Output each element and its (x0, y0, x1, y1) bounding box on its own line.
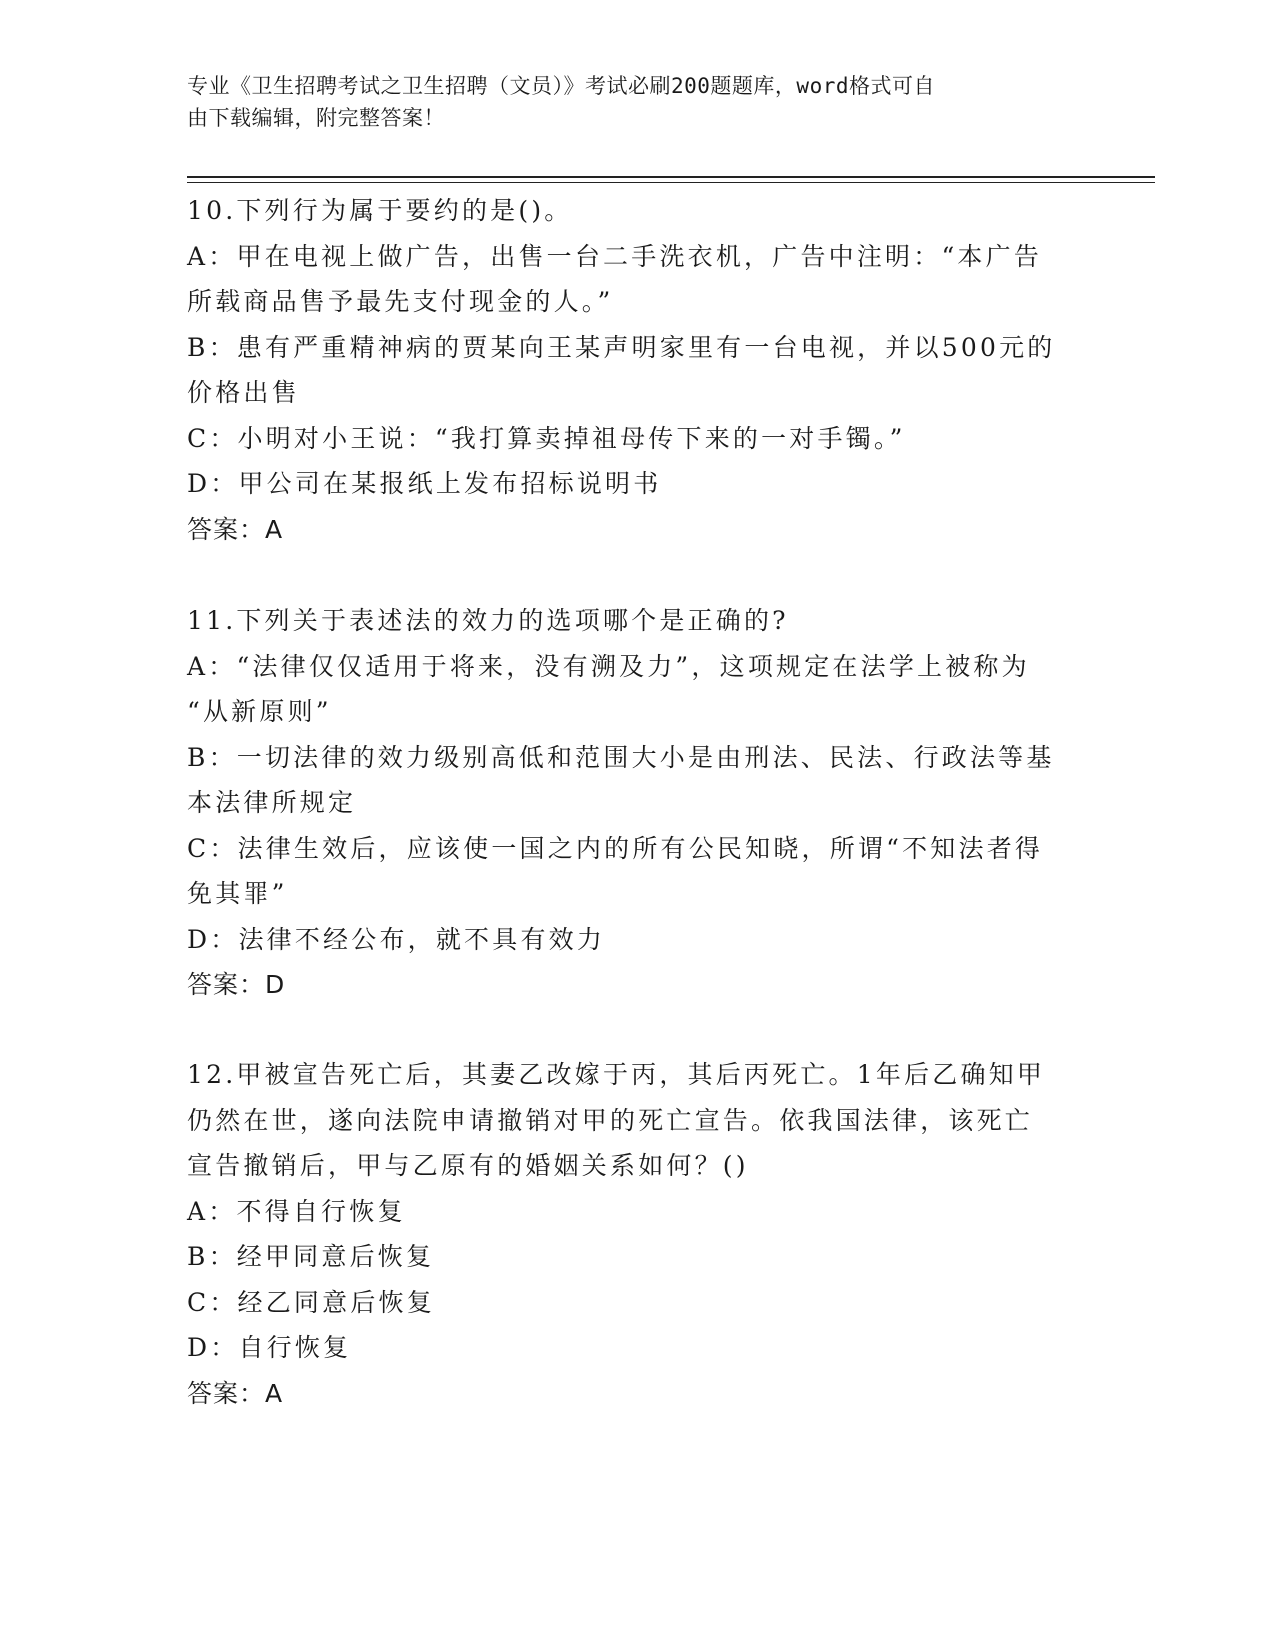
option-a-line-2: “从新原则” (187, 697, 332, 726)
question-stem-line-2: 仍然在世，遂向法院申请撤销对甲的死亡宣告。依我国法律，该死亡 (187, 1105, 1034, 1135)
question-stem: 11.下列关于表述法的效力的选项哪个是正确的? (187, 606, 789, 635)
header-line-1: 专业《卫生招聘考试之卫生招聘（文员）》考试必刷200题题库，word格式可自 (187, 74, 935, 98)
option-a: A：不得自行恢复 (187, 1196, 406, 1226)
question-stem-line-3: 宣告撤销后，甲与乙原有的婚姻关系如何？() (187, 1151, 749, 1180)
option-d: D：法律不经公布，就不具有效力 (187, 924, 606, 954)
header-line-2: 由下载编辑，附完整答案！ (187, 106, 445, 130)
question-10 (187, 188, 1087, 552)
option-c-line-1: C：法律生效后，应该使一国之内的所有公民知晓，所谓“不知法者得 (187, 833, 1044, 863)
option-b-line-2: 价格出售 (187, 378, 300, 407)
option-a-line-2: 所载商品售予最先支付现金的人。” (187, 287, 614, 316)
answer-label: 答案：A (187, 1378, 284, 1408)
answer-label: 答案：D (187, 970, 286, 999)
option-a-line-1: A：“法律仅仅适用于将来，没有溯及力”，这项规定在法学上被称为 (187, 651, 1030, 681)
option-c: C：经乙同意后恢复 (187, 1287, 435, 1317)
question-11 (187, 598, 1087, 1008)
option-b-line-1: B：一切法律的效力级别高低和范围大小是由刑法、民法、行政法等基 (187, 742, 1055, 772)
header-divider-thin (187, 182, 1155, 183)
option-d: D：自行恢复 (187, 1333, 352, 1362)
option-a-line-1: A：甲在电视上做广告，出售一台二手洗衣机，广告中注明：“本广告 (187, 241, 1043, 271)
option-b-line-2: 本法律所规定 (187, 788, 357, 817)
document-header (187, 70, 1067, 134)
question-stem: 10.下列行为属于要约的是()。 (187, 196, 573, 225)
question-12 (187, 1052, 1087, 1416)
option-c: C：小明对小王说：“我打算卖掉祖母传下来的一对手镯。” (187, 423, 906, 453)
option-b: B：经甲同意后恢复 (187, 1242, 435, 1271)
header-divider-thick (187, 176, 1155, 178)
option-b-line-1: B：患有严重精神病的贾某向王某声明家里有一台电视，并以500元的 (187, 332, 1056, 362)
question-stem-line-1: 12.甲被宣告死亡后，其妻乙改嫁于丙，其后丙死亡。1年后乙确知甲 (187, 1060, 1046, 1089)
answer-label: 答案：A (187, 514, 284, 544)
option-c-line-2: 免其罪” (187, 879, 288, 908)
option-d: D：甲公司在某报纸上发布招标说明书 (187, 469, 662, 498)
